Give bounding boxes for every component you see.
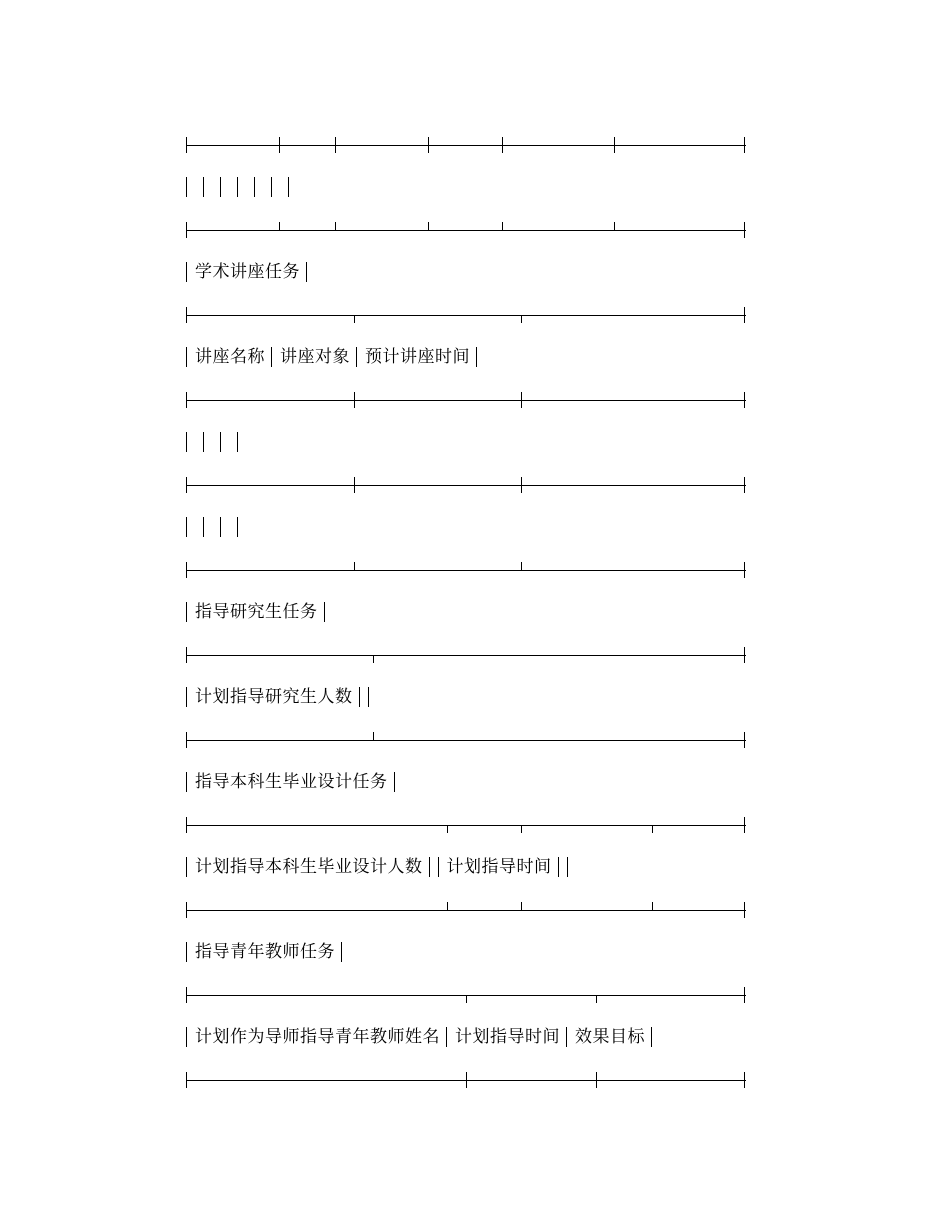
table-rule bbox=[186, 562, 746, 578]
empty-table-row bbox=[186, 176, 305, 198]
undergrad-section-title bbox=[186, 771, 403, 793]
lecture-title-text: 学术讲座任务 bbox=[195, 262, 300, 282]
undergrad-time-label: 计划指导时间 bbox=[446, 857, 552, 877]
teacher-name-header: 计划作为导师指导青年教师姓名 bbox=[195, 1027, 440, 1047]
table-rule bbox=[186, 137, 746, 153]
undergrad-count-row bbox=[186, 856, 576, 878]
table-rule bbox=[186, 902, 746, 918]
table-rule bbox=[186, 817, 746, 833]
lecture-audience-header: 讲座对象 bbox=[280, 347, 350, 367]
table-rule bbox=[186, 392, 746, 408]
lecture-name-header: 讲座名称 bbox=[195, 347, 265, 367]
lecture-empty-row bbox=[186, 431, 254, 453]
table-rule bbox=[186, 1072, 746, 1088]
grad-count-label: 计划指导研究生人数 bbox=[195, 687, 353, 707]
lecture-time-header: 预计讲座时间 bbox=[365, 347, 470, 367]
undergrad-title-text: 指导本科生毕业设计任务 bbox=[195, 772, 388, 792]
table-rule bbox=[186, 477, 746, 493]
teacher-time-header: 计划指导时间 bbox=[455, 1027, 560, 1047]
table-rule bbox=[186, 647, 746, 663]
young-teacher-title-text: 指导青年教师任务 bbox=[195, 942, 335, 962]
lecture-empty-row bbox=[186, 516, 254, 538]
table-rule bbox=[186, 987, 746, 1003]
teacher-goal-header: 效果目标 bbox=[575, 1027, 645, 1047]
table-rule bbox=[186, 732, 746, 748]
young-teacher-section-title bbox=[186, 941, 350, 963]
lecture-header-row bbox=[186, 346, 485, 368]
grad-title-text: 指导研究生任务 bbox=[195, 602, 318, 622]
table-rule bbox=[186, 307, 746, 323]
lecture-section-title bbox=[186, 261, 315, 283]
grad-section-title bbox=[186, 601, 333, 623]
undergrad-count-label: 计划指导本科生毕业设计人数 bbox=[195, 857, 423, 877]
young-teacher-header-row bbox=[186, 1026, 660, 1048]
grad-count-row bbox=[186, 686, 377, 708]
table-rule bbox=[186, 222, 746, 238]
